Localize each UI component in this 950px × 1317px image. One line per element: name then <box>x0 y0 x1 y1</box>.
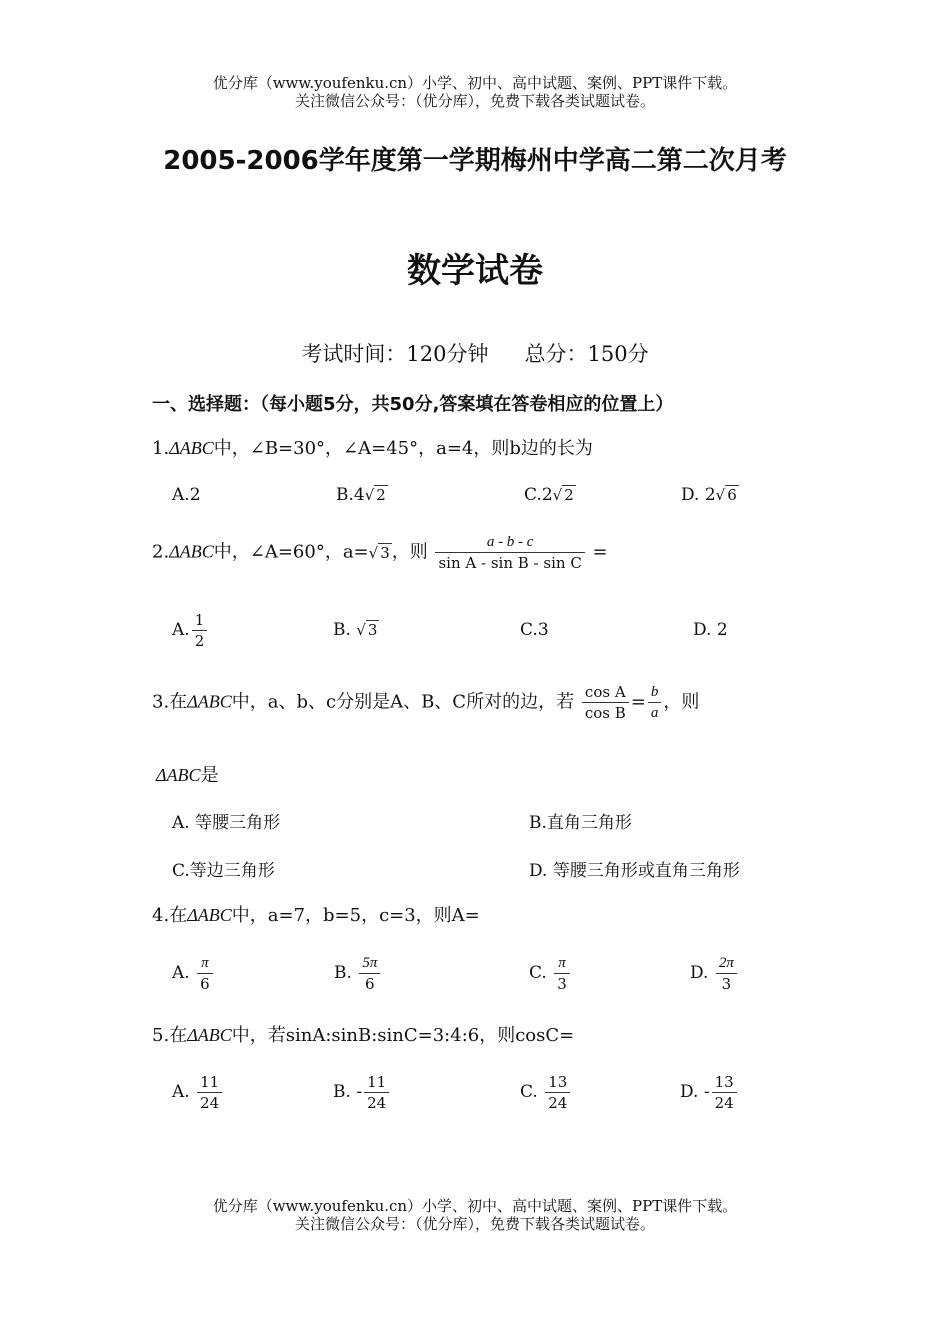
q3-option-c: C.等边三角形 <box>172 861 275 881</box>
exam-score: 总分：150分 <box>524 342 649 366</box>
question-5: 5.在ΔABC中，若sinA:sinB:sinC=3:4:6，则cosC= <box>152 1025 575 1046</box>
q1-option-a: A.2 <box>172 485 201 505</box>
q5-option-a: A. $\frac{11}{24}$ <box>172 1072 224 1113</box>
footer-line-1: 优分库（www.youfenku.cn）小学、初中、高中试题、案例、PPT课件下载。 <box>212 1197 738 1215</box>
q2-option-d: D. 2 <box>693 620 728 640</box>
exam-info <box>0 338 950 368</box>
q1-option-b: B.4√ 2 <box>336 485 386 505</box>
question-3: 3.在ΔABC中，a、b、c分别是A、B、C所对的边，若 $\frac{\text{cos A}}{\text{cos B}}$ = $\frac{b}{a}$ ，则 <box>152 683 700 722</box>
q3-option-b: B.直角三角形 <box>529 813 632 833</box>
q4-option-b: B. $\frac{5\pi}{6}$ <box>334 953 382 994</box>
question-1: 1.ΔABC中，∠B=30°，∠A=45°，a=4，则b边的长为 <box>152 438 593 459</box>
exam-time: 考试时间：120分钟 <box>301 342 489 366</box>
q3-option-a: A. 等腰三角形 <box>172 813 281 833</box>
q2-option-c: C.3 <box>520 620 549 640</box>
exam-title: 2005-2006学年度第一学期梅州中学高二第二次月考 <box>163 146 787 176</box>
header-line-2: 关注微信公众号：（优分库），免费下载各类试题试卷。 <box>294 92 655 110</box>
q5-option-d: D. - $\frac{13}{24}$ <box>680 1072 739 1113</box>
q5-option-c: C. $\frac{13}{24}$ <box>520 1072 572 1113</box>
section-heading: 一、选择题：（每小题5分，共50分,答案填在答卷相应的位置上） <box>152 394 674 415</box>
footer-line-2: 关注微信公众号：（优分库），免费下载各类试题试卷。 <box>294 1215 655 1233</box>
question-4: 4.在ΔABC中，a=7，b=5，c=3，则A= <box>152 905 480 926</box>
q4-option-a: A. $\frac{\pi}{6}$ <box>172 953 215 994</box>
q1-option-d: D. 2√ 6 <box>681 485 737 505</box>
q2-option-a: A. $\frac{1}{2}$ <box>172 610 209 651</box>
question-2: 2.ΔABC中，∠A=60°，a=√ 3 ，则 $\frac{a - b - c}{\text{sin A - sin B - sin C}}$ = <box>152 534 608 572</box>
q1-option-c: C.2√ 2 <box>524 485 574 505</box>
q3-option-d: D. 等腰三角形或直角三角形 <box>529 861 740 881</box>
q2-option-b: B. √ 3 <box>333 620 378 640</box>
q5-option-b: B. - $\frac{11}{24}$ <box>333 1072 391 1113</box>
question-3-line-2: ΔABC是 <box>156 765 219 786</box>
exam-subtitle: 数学试卷 <box>407 251 543 291</box>
q4-option-d: D. $\frac{2\pi}{3}$ <box>690 953 739 994</box>
q2-fraction: $\frac{a - b - c}{\text{sin A - sin B - sin C}}$ <box>435 532 584 573</box>
q4-option-c: C. $\frac{\pi}{3}$ <box>529 953 572 994</box>
header-line-1: 优分库（www.youfenku.cn）小学、初中、高中试题、案例、PPT课件下载。 <box>212 74 738 92</box>
